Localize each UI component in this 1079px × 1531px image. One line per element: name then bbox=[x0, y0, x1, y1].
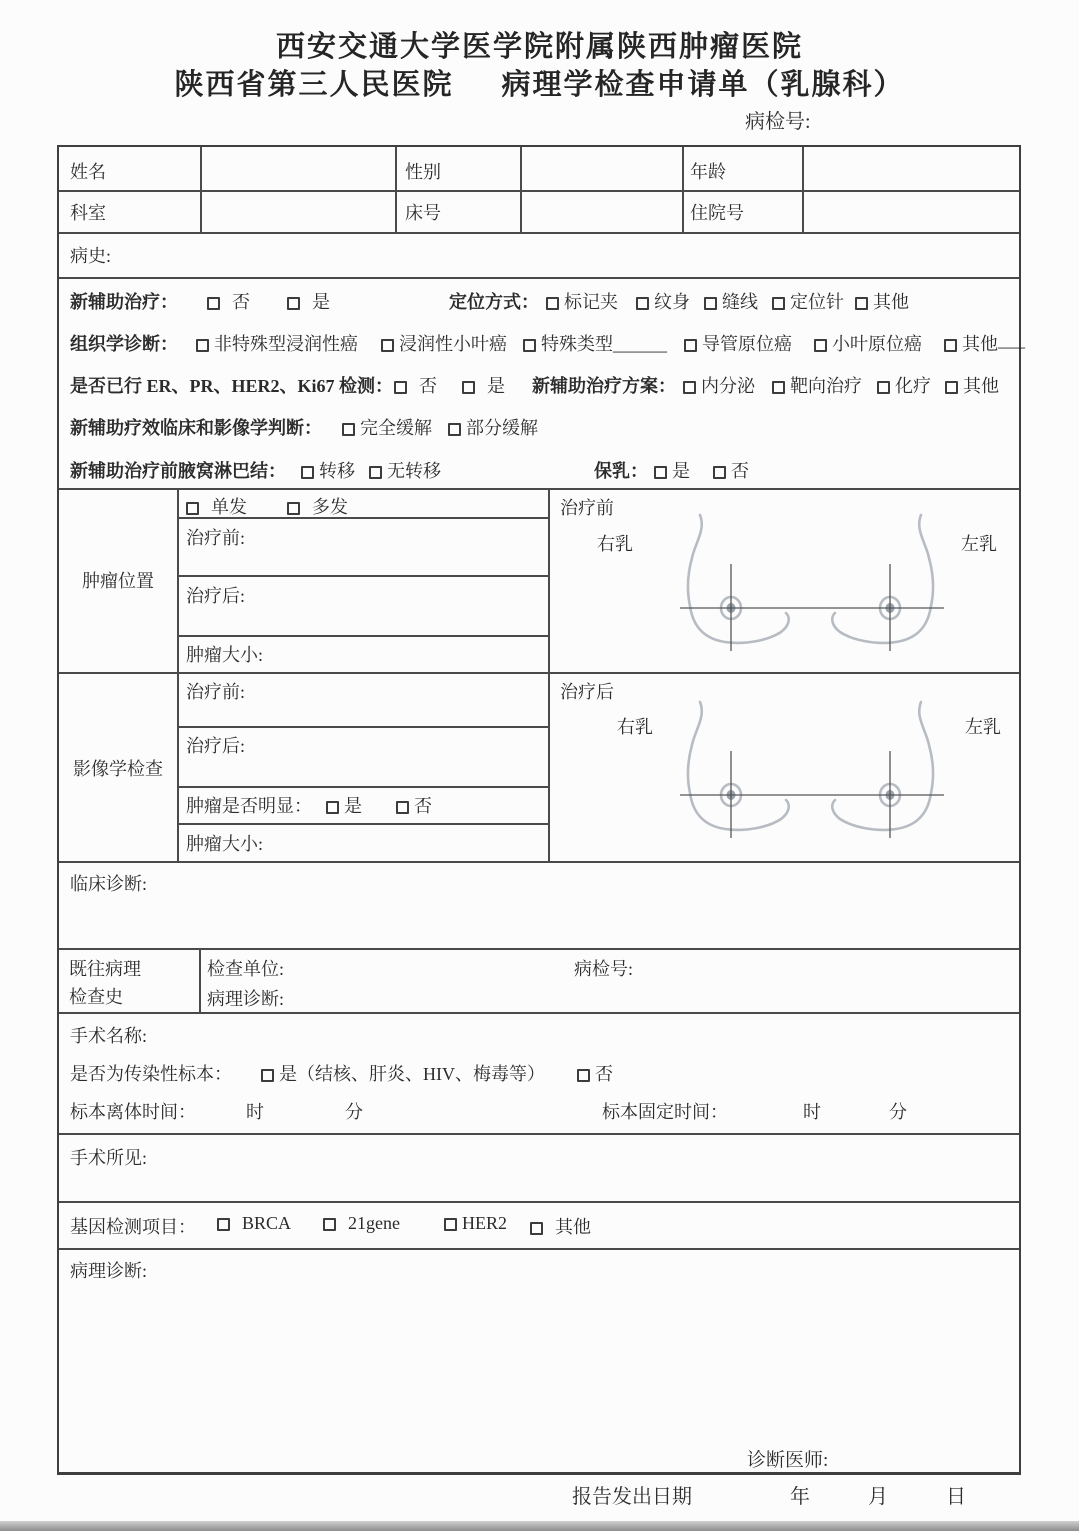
histology-option-lcis: 小叶原位癌 bbox=[814, 330, 922, 356]
divider bbox=[395, 147, 397, 232]
obvious-no-option: 否 bbox=[396, 792, 432, 818]
checkbox[interactable] bbox=[448, 423, 461, 436]
fix-minute-label: 分 bbox=[889, 1102, 907, 1122]
tumor-location-label: 肿瘤位置 bbox=[82, 571, 154, 591]
checkbox[interactable] bbox=[546, 297, 559, 310]
plan-option-endocrine: 内分泌 bbox=[683, 372, 755, 398]
divider bbox=[59, 1248, 1019, 1250]
case-number-value[interactable] bbox=[830, 103, 1010, 129]
checkbox[interactable] bbox=[462, 381, 475, 394]
imaging-label: 影像学检查 bbox=[73, 759, 163, 779]
gene-option-her2: HER2 bbox=[444, 1213, 507, 1234]
divider bbox=[59, 1133, 1019, 1135]
surgery-name-value-cell[interactable] bbox=[159, 1017, 1009, 1047]
divider bbox=[59, 277, 1019, 279]
plan-option-targeted: 靶向治疗 bbox=[772, 372, 862, 398]
checkbox[interactable] bbox=[772, 297, 785, 310]
imaging-pre-label: 治疗前: bbox=[186, 682, 246, 702]
imaging-size-label: 肿瘤大小: bbox=[186, 834, 264, 854]
fix-hour-label: 时 bbox=[803, 1102, 821, 1122]
checkbox[interactable] bbox=[186, 502, 199, 515]
marker-yes-option: 是 bbox=[462, 372, 505, 398]
checkbox[interactable] bbox=[530, 1222, 543, 1235]
name-value-cell[interactable] bbox=[202, 149, 392, 189]
marker-no-option: 否 bbox=[394, 372, 437, 398]
prior-case-no-label: 病检号: bbox=[574, 959, 634, 979]
neoadjuvant-no-option: 否 bbox=[207, 288, 250, 314]
divider bbox=[59, 232, 1019, 234]
age-label: 年龄 bbox=[690, 162, 726, 182]
bc-yes-option: 是 bbox=[654, 457, 690, 483]
department-label: 科室 bbox=[70, 203, 106, 223]
prior-unit-value-cell[interactable] bbox=[299, 951, 559, 979]
surgery-name-label: 手术名称: bbox=[70, 1026, 148, 1046]
infectious-yes-option: 是（结核、肝炎、HIV、梅毒等） bbox=[261, 1060, 545, 1086]
diagram-post-left-breast-label: 左乳 bbox=[965, 717, 1001, 737]
checkbox[interactable] bbox=[772, 381, 785, 394]
diagnosing-doctor-value-cell[interactable] bbox=[849, 1441, 1009, 1469]
checkbox[interactable] bbox=[394, 381, 407, 394]
positioning-option-other: 其他 bbox=[855, 288, 909, 314]
checkbox[interactable] bbox=[261, 1069, 274, 1082]
tumor-pre-label: 治疗前: bbox=[186, 528, 246, 548]
tumor-multiple-option: 多发 bbox=[287, 493, 348, 519]
divider bbox=[177, 488, 179, 861]
year-label: 年 bbox=[790, 1486, 810, 1508]
form-name: 病理学检查申请单（乳腺科） bbox=[501, 69, 905, 101]
divider bbox=[59, 948, 1019, 950]
checkbox[interactable] bbox=[342, 423, 355, 436]
specimen-detach-label: 标本离体时间： bbox=[70, 1102, 196, 1122]
axillary-option-no-metastasis: 无转移 bbox=[369, 457, 441, 483]
obvious-yes-option: 是 bbox=[326, 792, 362, 818]
tumor-single-option: 单发 bbox=[186, 493, 247, 519]
pathology-diagnosis-value-cell[interactable] bbox=[159, 1253, 1009, 1433]
neoadjuvant-label: 新辅助治疗： bbox=[70, 292, 178, 312]
imaging-pre-value-cell[interactable] bbox=[259, 674, 544, 724]
infectious-no-option: 否 bbox=[577, 1060, 613, 1086]
diagram-post-title: 治疗后 bbox=[560, 682, 614, 702]
hospital-title: 西安交通大学医学院附属陕西肿瘤医院 bbox=[275, 31, 803, 63]
diagram-pre-title: 治疗前 bbox=[560, 498, 614, 518]
admission-label: 住院号 bbox=[690, 203, 744, 223]
prior-pathology-label-line1: 既往病理 bbox=[69, 959, 141, 979]
checkbox[interactable] bbox=[396, 801, 409, 814]
breast-diagram-pre bbox=[546, 488, 1023, 672]
positioning-option-needle: 定位针 bbox=[772, 288, 844, 314]
gender-label: 性别 bbox=[405, 162, 441, 182]
detach-hour-label: 时 bbox=[246, 1102, 264, 1122]
history-label: 病史: bbox=[70, 246, 112, 266]
hospital-subtitle: 陕西省第三人民医院 bbox=[174, 69, 454, 101]
checkbox[interactable] bbox=[704, 297, 717, 310]
diagram-pre-right-breast-label: 右乳 bbox=[597, 534, 633, 554]
checkbox[interactable] bbox=[877, 381, 890, 394]
checkbox[interactable] bbox=[287, 502, 300, 515]
checkbox[interactable] bbox=[326, 801, 339, 814]
history-value-cell[interactable] bbox=[144, 235, 1009, 275]
positioning-option-clip: 标记夹 bbox=[546, 288, 618, 314]
prior-diagnosis-label: 病理诊断: bbox=[207, 989, 285, 1009]
report-date-label: 报告发出日期 bbox=[572, 1486, 692, 1508]
positioning-option-tattoo: 纹身 bbox=[636, 288, 690, 314]
checkbox[interactable] bbox=[207, 297, 220, 310]
department-value-cell[interactable] bbox=[202, 192, 392, 230]
divider bbox=[59, 1012, 1019, 1014]
specimen-fix-label: 标本固定时间： bbox=[602, 1102, 728, 1122]
divider bbox=[682, 147, 684, 232]
checkbox[interactable] bbox=[287, 297, 300, 310]
gene-option-other: 其他 bbox=[530, 1213, 591, 1239]
diagram-pre-left-breast-label: 左乳 bbox=[961, 534, 997, 554]
bc-no-option: 否 bbox=[713, 457, 749, 483]
photo-edge bbox=[0, 1521, 1079, 1531]
day-label: 日 bbox=[946, 1486, 966, 1508]
divider bbox=[59, 1201, 1019, 1203]
histology-label: 组织学诊断： bbox=[70, 334, 178, 354]
detach-minute-label: 分 bbox=[345, 1102, 363, 1122]
divider bbox=[199, 948, 201, 1012]
plan-option-chemo: 化疗 bbox=[877, 372, 931, 398]
prior-case-no-value-cell[interactable] bbox=[649, 951, 1009, 979]
histology-option-special: 特殊类型______ bbox=[523, 330, 667, 356]
month-label: 月 bbox=[868, 1486, 888, 1508]
checkbox[interactable] bbox=[945, 381, 958, 394]
efficacy-option-complete: 完全缓解 bbox=[342, 414, 432, 440]
imaging-post-value-cell[interactable] bbox=[259, 728, 544, 784]
histology-option-lobular: 浸润性小叶癌 bbox=[381, 330, 507, 356]
checkbox[interactable] bbox=[654, 466, 667, 479]
divider bbox=[59, 861, 1019, 863]
gene-testing-label: 基因检测项目： bbox=[70, 1217, 196, 1237]
tumor-pre-value-cell[interactable] bbox=[259, 519, 544, 573]
diagnosing-doctor-label: 诊断医师: bbox=[747, 1450, 829, 1471]
pathology-diagnosis-label: 病理诊断: bbox=[70, 1261, 148, 1281]
axillary-label: 新辅助治疗前腋窝淋巴结： bbox=[70, 461, 286, 481]
tumor-size-value-cell[interactable] bbox=[274, 637, 544, 670]
admission-value-cell[interactable] bbox=[804, 192, 1014, 230]
checkbox[interactable] bbox=[217, 1218, 230, 1231]
plan-option-other: 其他 bbox=[945, 372, 999, 398]
checkbox[interactable] bbox=[301, 466, 314, 479]
tumor-post-value-cell[interactable] bbox=[259, 577, 544, 633]
checkbox[interactable] bbox=[855, 297, 868, 310]
checkbox[interactable] bbox=[814, 339, 827, 352]
neoadjuvant-yes-option: 是 bbox=[287, 288, 330, 314]
axillary-option-metastasis: 转移 bbox=[301, 457, 355, 483]
gene-option-brca: BRCA bbox=[217, 1213, 291, 1234]
prior-diagnosis-value-cell[interactable] bbox=[299, 981, 1009, 1009]
breast-diagram-post bbox=[546, 675, 1023, 859]
efficacy-option-partial: 部分缓解 bbox=[448, 414, 538, 440]
divider bbox=[177, 786, 548, 788]
checkbox[interactable] bbox=[323, 1218, 336, 1231]
plan-label: 新辅助治疗方案： bbox=[532, 376, 676, 396]
histology-option-dcis: 导管原位癌 bbox=[684, 330, 792, 356]
marker-test-label: 是否已行 ER、PR、HER2、Ki67 检测： bbox=[70, 376, 394, 396]
histology-option-other: 其他 bbox=[944, 330, 998, 356]
prior-unit-label: 检查单位: bbox=[207, 959, 285, 979]
bed-value-cell[interactable] bbox=[522, 192, 680, 230]
checkbox[interactable] bbox=[381, 339, 394, 352]
positioning-option-suture: 缝线 bbox=[704, 288, 758, 314]
imaging-post-label: 治疗后: bbox=[186, 736, 246, 756]
checkbox[interactable] bbox=[369, 466, 382, 479]
imaging-size-value-cell[interactable] bbox=[274, 825, 544, 859]
form-table bbox=[57, 145, 1025, 1475]
checkbox[interactable] bbox=[196, 339, 209, 352]
efficacy-label: 新辅助疗效临床和影像学判断： bbox=[70, 418, 322, 438]
diagram-post-right-breast-label: 右乳 bbox=[617, 717, 653, 737]
form-title bbox=[0, 62, 1079, 103]
checkbox[interactable] bbox=[636, 297, 649, 310]
surgical-findings-label: 手术所见: bbox=[70, 1148, 148, 1168]
gender-value-cell[interactable] bbox=[522, 149, 680, 189]
bed-label: 床号 bbox=[405, 203, 441, 223]
prior-pathology-label-line2: 检查史 bbox=[69, 987, 123, 1007]
histology-option-nst: 非特殊型浸润性癌 bbox=[196, 330, 358, 356]
name-label: 姓名 bbox=[70, 162, 106, 182]
infectious-label: 是否为传染性标本： bbox=[70, 1064, 232, 1084]
clinical-diagnosis-label: 临床诊断: bbox=[70, 874, 148, 894]
checkbox[interactable] bbox=[683, 381, 696, 394]
histology-other-blank[interactable]: ___ bbox=[998, 330, 1025, 350]
checkbox[interactable] bbox=[577, 1069, 590, 1082]
checkbox[interactable] bbox=[444, 1218, 457, 1231]
age-value-cell[interactable] bbox=[804, 149, 1014, 189]
case-number-label: 病检号: bbox=[745, 111, 811, 133]
tumor-size-label: 肿瘤大小: bbox=[186, 645, 264, 665]
tumor-post-label: 治疗后: bbox=[186, 586, 246, 606]
checkbox[interactable] bbox=[713, 466, 726, 479]
positioning-label: 定位方式： bbox=[449, 292, 539, 312]
checkbox[interactable] bbox=[944, 339, 957, 352]
clinical-diagnosis-value-cell[interactable] bbox=[159, 865, 1009, 945]
checkbox[interactable] bbox=[523, 339, 536, 352]
gene-option-21gene: 21gene bbox=[323, 1213, 400, 1234]
tumor-obvious-label: 肿瘤是否明显： bbox=[186, 796, 312, 816]
breast-conserving-label: 保乳： bbox=[594, 461, 648, 481]
checkbox[interactable] bbox=[684, 339, 697, 352]
surgical-findings-value-cell[interactable] bbox=[159, 1139, 1009, 1197]
